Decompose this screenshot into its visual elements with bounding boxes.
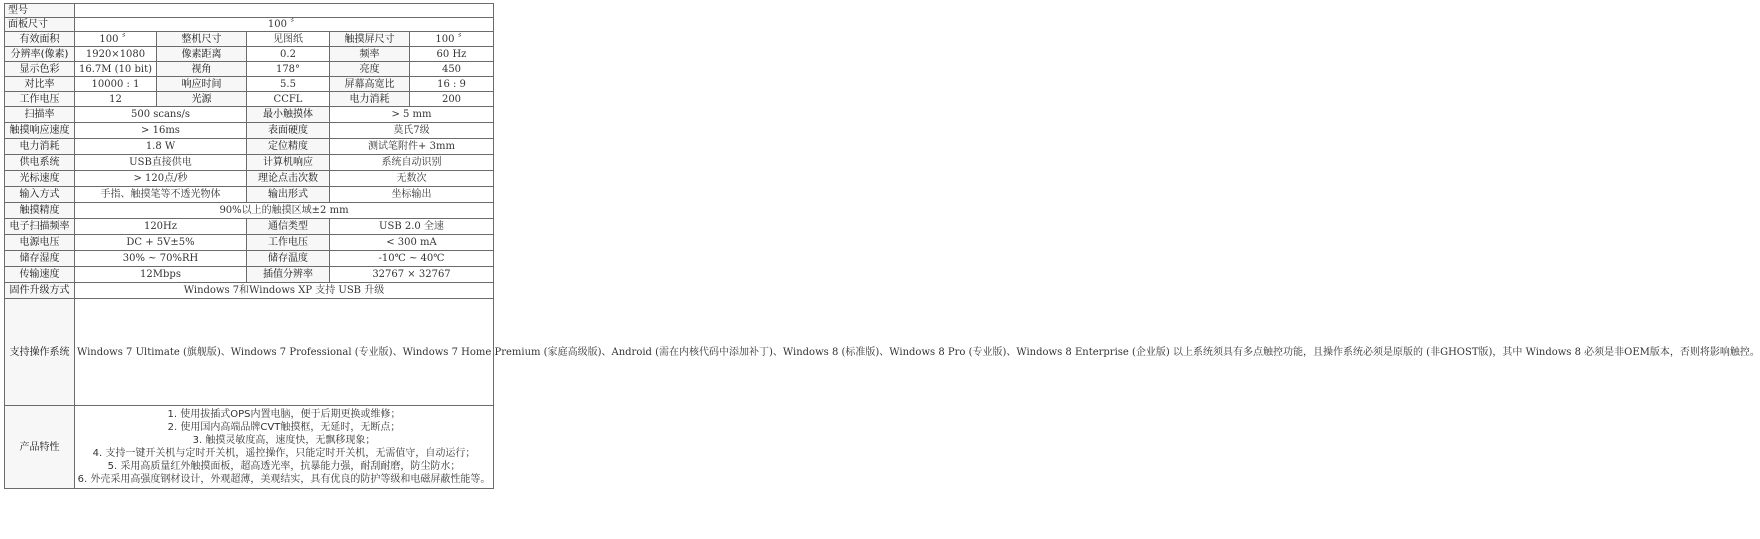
label-active-area: 有效面积: [5, 32, 75, 47]
label-input-method: 输入方式: [5, 187, 75, 203]
label-surface-hardness: 表面硬度: [247, 123, 330, 139]
value-comm-type: USB 2.0 全速: [330, 219, 494, 235]
value-working-current: < 300 mA: [330, 235, 494, 251]
value-frequency: 60 Hz: [410, 47, 494, 62]
value-surface-hardness: 莫氏7级: [330, 123, 494, 139]
row-r3: [5, 47, 494, 62]
row-model: [5, 4, 494, 18]
feature-item: 2. 使用国内高端品牌CVT触摸框，无延时，无断点；: [167, 422, 401, 433]
value-colors: 16.7M (10 bit): [75, 62, 157, 77]
label-firmware-upgrade: 固件升级方式: [5, 283, 75, 299]
value-brightness: 450: [410, 62, 494, 77]
label-click-count: 理论点击次数: [247, 171, 330, 187]
value-working-voltage: 12: [75, 92, 157, 107]
label-scan-frequency: 电子扫描频率: [5, 219, 75, 235]
label-view-angle: 视角: [157, 62, 247, 77]
label-resolution: 分辨率(像素): [5, 47, 75, 62]
row-r8: [5, 123, 494, 139]
label-touch-power: 电力消耗: [5, 139, 75, 155]
label-storage-temp: 储存温度: [247, 251, 330, 267]
value-unit-size: 见图纸: [247, 32, 330, 47]
value-scan-rate: 500 scans/s: [75, 107, 247, 123]
value-contrast: 10000 : 1: [75, 77, 157, 92]
row-r10: [5, 155, 494, 171]
value-touch-power: 1.8 W: [75, 139, 247, 155]
value-min-touch: > 5 mm: [330, 107, 494, 123]
row-r12: [5, 187, 494, 203]
feature-item: 3. 触摸灵敏度高，速度快，无飘移现象；: [192, 435, 376, 446]
value-touch-response: > 16ms: [75, 123, 247, 139]
value-panel-size: 100 〞: [75, 18, 494, 32]
row-features: [5, 406, 494, 489]
value-light-source: CCFL: [247, 92, 330, 107]
label-panel-size: 面板尺寸: [5, 18, 75, 32]
row-r15: [5, 235, 494, 251]
value-aspect-ratio: 16 : 9: [410, 77, 494, 92]
label-working-voltage: 工作电压: [5, 92, 75, 107]
value-touch-size: 100 〞: [410, 32, 494, 47]
value-supported-os: Windows 7 Ultimate (旗舰版)、Windows 7 Professional (专业版)、Windows 7 Home Premium (家庭高级版)、Android (需在内核代码中添加补丁)、Windows 8 (标准版)、Windows 8 Pro (专业版)、Windows 8 Enterprise (企业版) 以上系统须具有多点触控功能，且操作系统必须是原版的 (非GHOST版)，其中 Windows 8 必须是非OEM版本，否则将影响触控。: [75, 299, 494, 406]
value-resolution: 1920×1080: [75, 47, 157, 62]
value-computer-response: 系统自动识别: [330, 155, 494, 171]
label-scan-rate: 扫描率: [5, 107, 75, 123]
row-r7: [5, 107, 494, 123]
feature-item: 4. 支持一键开关机与定时开关机，遥控操作，只能定时开关机，无需值守，自动运行；: [92, 448, 476, 459]
value-power-supply: USB直接供电: [75, 155, 247, 171]
value-supply-voltage: DC + 5V±5%: [75, 235, 247, 251]
label-comm-type: 通信类型: [247, 219, 330, 235]
label-contrast: 对比率: [5, 77, 75, 92]
value-touch-accuracy: 90%以上的触摸区域±2 mm: [75, 203, 494, 219]
label-working-current: 工作电压: [247, 235, 330, 251]
feature-item: 1. 使用拔插式OPS内置电脑，便于后期更换或维修；: [167, 409, 401, 420]
label-position-accuracy: 定位精度: [247, 139, 330, 155]
value-position-accuracy: 测试笔附件+ 3mm: [330, 139, 494, 155]
label-touch-accuracy: 触摸精度: [5, 203, 75, 219]
value-storage-temp: -10℃ ~ 40℃: [330, 251, 494, 267]
value-cursor-speed: > 120点/秒: [75, 171, 247, 187]
row-r14: [5, 219, 494, 235]
row-os: [5, 299, 494, 406]
value-power-consumption: 200: [410, 92, 494, 107]
row-r2: [5, 32, 494, 47]
label-supply-voltage: 电源电压: [5, 235, 75, 251]
value-input-method: 手指、触摸笔等不透光物体: [75, 187, 247, 203]
row-panel-size: [5, 18, 494, 32]
features-list: [75, 406, 494, 489]
row-r9: [5, 139, 494, 155]
row-r6: [5, 92, 494, 107]
value-click-count: 无数次: [330, 171, 494, 187]
row-r16: [5, 251, 494, 267]
spec-sheet: [4, 3, 1760, 489]
row-r18: [5, 283, 494, 299]
label-pixel-pitch: 像素距离: [157, 47, 247, 62]
value-scan-frequency: 120Hz: [75, 219, 247, 235]
label-interp-resolution: 插值分辨率: [247, 267, 330, 283]
label-supported-os: 支持操作系统: [5, 299, 75, 406]
label-frequency: 频率: [330, 47, 410, 62]
label-output-format: 输出形式: [247, 187, 330, 203]
spec-table: [4, 3, 1760, 489]
value-transfer-speed: 12Mbps: [75, 267, 247, 283]
value-firmware-upgrade: Windows 7和Windows XP 支持 USB 升级: [75, 283, 494, 299]
feature-item: 6. 外壳采用高强度钢材设计，外观超薄，美观结实，具有优良的防护等级和电磁屏蔽性能等。: [77, 474, 491, 485]
label-touch-size: 触摸屏尺寸: [330, 32, 410, 47]
label-model: 型号: [5, 4, 75, 18]
value-model: [75, 4, 494, 18]
label-features: 产品特性: [5, 406, 75, 489]
label-colors: 显示色彩: [5, 62, 75, 77]
label-aspect-ratio: 屏幕高宽比: [330, 77, 410, 92]
feature-item: 5. 采用高质量红外触摸面板，超高透光率，抗暴能力强，耐刮耐磨，防尘防水；: [107, 461, 461, 472]
value-storage-humidity: 30% ~ 70%RH: [75, 251, 247, 267]
label-storage-humidity: 储存湿度: [5, 251, 75, 267]
row-r4: [5, 62, 494, 77]
label-cursor-speed: 光标速度: [5, 171, 75, 187]
row-r11: [5, 171, 494, 187]
label-response-time: 响应时间: [157, 77, 247, 92]
value-pixel-pitch: 0.2: [247, 47, 330, 62]
label-light-source: 光源: [157, 92, 247, 107]
value-output-format: 坐标输出: [330, 187, 494, 203]
value-response-time: 5.5: [247, 77, 330, 92]
row-r17: [5, 267, 494, 283]
value-interp-resolution: 32767 × 32767: [330, 267, 494, 283]
label-touch-response: 触摸响应速度: [5, 123, 75, 139]
value-view-angle: 178°: [247, 62, 330, 77]
label-unit-size: 整机尺寸: [157, 32, 247, 47]
row-r5: [5, 77, 494, 92]
label-computer-response: 计算机响应: [247, 155, 330, 171]
value-active-area: 100 〞: [75, 32, 157, 47]
label-min-touch: 最小触摸体: [247, 107, 330, 123]
label-transfer-speed: 传输速度: [5, 267, 75, 283]
label-power-supply: 供电系统: [5, 155, 75, 171]
label-brightness: 亮度: [330, 62, 410, 77]
label-power-consumption: 电力消耗: [330, 92, 410, 107]
row-r13: [5, 203, 494, 219]
